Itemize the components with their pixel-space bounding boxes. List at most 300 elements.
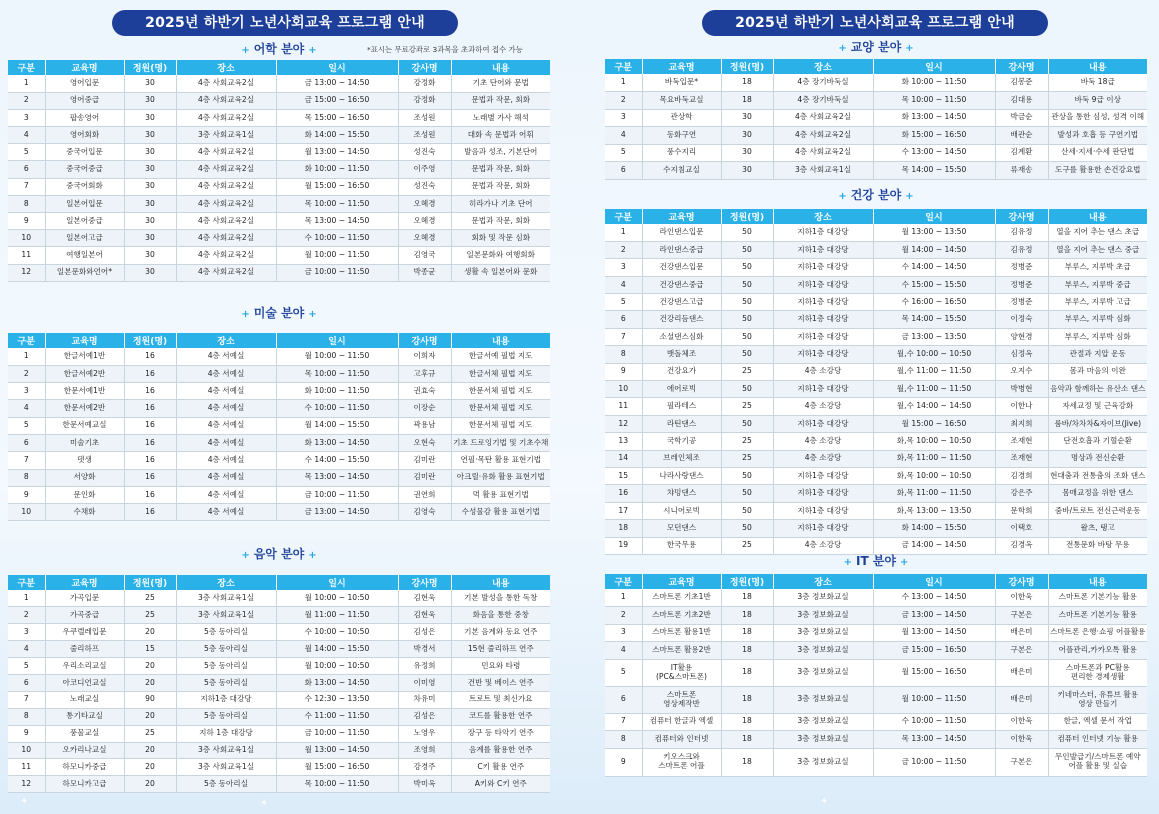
cell-description: 스마트폰 은행·쇼핑 어플활용	[1048, 624, 1147, 642]
cell-location: 지하1층 대강당	[773, 346, 873, 363]
cell-location: 4층 서예실	[176, 365, 276, 382]
cell-course-name: 한문서예2반	[45, 400, 124, 417]
cell-schedule: 수 10:00 ~ 11:50	[873, 713, 995, 731]
cell-course-name: 스마트폰 기초2반	[642, 607, 721, 625]
table-row	[8, 759, 550, 776]
cell-capacity: 18	[721, 589, 773, 607]
cell-schedule: 목 10:00 ~ 11:50	[873, 92, 995, 110]
cell-description: 룸바/차차차&자이브(Jive)	[1048, 415, 1147, 432]
table-row	[605, 127, 1147, 145]
cell-instructor: 구본은	[995, 748, 1048, 776]
cell-instructor: 김현욱	[398, 590, 451, 607]
cell-row-number: 19	[605, 537, 642, 554]
column-header-row-number: 구분	[8, 575, 45, 590]
column-header-row-number: 구분	[605, 574, 642, 589]
cell-row-number: 3	[8, 624, 45, 641]
cell-capacity: 16	[124, 469, 176, 486]
column-header-description: 내용	[451, 60, 550, 75]
cell-row-number: 9	[8, 486, 45, 503]
cell-capacity: 50	[721, 311, 773, 328]
cell-instructor: 박병현	[995, 381, 1048, 398]
cell-capacity: 30	[721, 162, 773, 180]
sparkle-icon: ✦	[820, 796, 829, 807]
cell-schedule: 월 15:00 ~ 16:50	[276, 178, 398, 195]
cell-instructor: 조재현	[995, 450, 1048, 467]
cell-description: 연필·목탄 활용 표현기법	[451, 452, 550, 469]
cell-location: 3층 정보화교실	[773, 624, 873, 642]
cell-capacity: 15	[124, 641, 176, 658]
cell-instructor: 고후규	[398, 365, 451, 382]
cell-capacity: 25	[124, 607, 176, 624]
table-row	[605, 92, 1147, 110]
cell-instructor: 구본은	[995, 607, 1048, 625]
cell-course-name: 컴퓨터 한글과 엑셀	[642, 713, 721, 731]
cell-capacity: 50	[721, 276, 773, 293]
table-row	[605, 433, 1147, 450]
cell-location: 지하1층 대강당	[773, 502, 873, 519]
cell-description: 어플관리,카카오톡 활용	[1048, 642, 1147, 660]
cell-schedule: 화 13:00 ~ 14:50	[276, 434, 398, 451]
cell-capacity: 20	[124, 776, 176, 793]
cell-instructor: 성진숙	[398, 178, 451, 195]
cell-description: 전통문화 바탕 무용	[1048, 537, 1147, 554]
cell-description: 건반 및 베이스 연주	[451, 674, 550, 691]
cell-course-name: 하모니카중급	[45, 759, 124, 776]
cell-location: 3층 사회교육1실	[176, 127, 276, 144]
cell-location: 4층 사회교육2실	[176, 144, 276, 161]
cell-description: 노래별 가사 해석	[451, 109, 550, 126]
cell-course-name: 한국무용	[642, 537, 721, 554]
cell-row-number: 7	[605, 328, 642, 345]
column-header-capacity: 정원(명)	[721, 574, 773, 589]
cell-course-name: 오카리나교실	[45, 742, 124, 759]
cell-course-name: 하모니카고급	[45, 776, 124, 793]
column-header-instructor: 강사명	[398, 575, 451, 590]
cell-capacity: 16	[124, 434, 176, 451]
cell-instructor: 조영희	[398, 742, 451, 759]
cell-description: 부루스, 지루박 중급	[1048, 276, 1147, 293]
cell-location: 3층 정보화교실	[773, 731, 873, 749]
cell-schedule: 화 14:00 ~ 15:50	[276, 127, 398, 144]
cell-capacity: 25	[721, 398, 773, 415]
cell-instructor: 구본은	[995, 642, 1048, 660]
cell-instructor: 강정화	[398, 75, 451, 92]
cell-location: 지하1층 대강당	[773, 294, 873, 311]
cell-capacity: 90	[124, 691, 176, 708]
cell-capacity: 18	[721, 607, 773, 625]
cell-row-number: 6	[8, 434, 45, 451]
free-course-note: *표시는 무료강좌로 3과목을 초과하여 접수 가능	[367, 45, 523, 54]
cell-row-number: 6	[605, 311, 642, 328]
cell-description: 바둑 18급	[1048, 74, 1147, 92]
cell-capacity: 50	[721, 241, 773, 258]
cell-instructor: 정병준	[995, 276, 1048, 293]
table-row	[8, 674, 550, 691]
cell-row-number: 13	[605, 433, 642, 450]
cell-row-number: 3	[605, 109, 642, 127]
cell-row-number: 10	[605, 381, 642, 398]
cell-schedule: 월,수 14:00 ~ 14:50	[873, 398, 995, 415]
cell-instructor: 김경옥	[995, 537, 1048, 554]
table-row	[605, 259, 1147, 276]
cell-course-name: 스마트폰 활용1반	[642, 624, 721, 642]
cell-location: 지하1층 대강당	[773, 415, 873, 432]
cell-course-name: 줄리하프	[45, 641, 124, 658]
cell-description: 자세교정 및 근육강화	[1048, 398, 1147, 415]
cell-schedule: 화,목 11:00 ~ 11:50	[873, 485, 995, 502]
cell-instructor: 오현숙	[398, 434, 451, 451]
table-row	[8, 247, 550, 264]
table-row	[8, 92, 550, 109]
section-title-music: + 음악 분야 +	[241, 547, 317, 561]
cell-description: 트로트 및 최신가요	[451, 691, 550, 708]
cell-capacity: 25	[124, 725, 176, 742]
cell-course-name: 문인화	[45, 486, 124, 503]
section-title-health: + 건강 분야 +	[838, 188, 914, 202]
cell-description: 음계를 활용한 연주	[451, 742, 550, 759]
cell-description: 기본 음계와 동요 연주	[451, 624, 550, 641]
cell-description: 15현 줄리하프 연주	[451, 641, 550, 658]
cell-schedule: 금 10:00 ~ 11:50	[276, 264, 398, 281]
cell-row-number: 8	[605, 346, 642, 363]
table-row	[8, 144, 550, 161]
cell-description: 명상과 전신순환	[1048, 450, 1147, 467]
cell-description: 열을 지어 추는 댄스 중급	[1048, 241, 1147, 258]
cell-capacity: 18	[721, 713, 773, 731]
cell-instructor: 김경희	[995, 467, 1048, 484]
cell-schedule: 화 13:00 ~ 14:50	[873, 109, 995, 127]
cell-row-number: 5	[8, 658, 45, 675]
cell-schedule: 목 13:00 ~ 14:50	[276, 213, 398, 230]
cell-schedule: 월 10:00 ~ 11:50	[276, 247, 398, 264]
table-row	[8, 383, 550, 400]
table-row	[8, 417, 550, 434]
table-header-row	[605, 574, 1147, 589]
cell-location: 4층 사회교육2실	[176, 264, 276, 281]
cell-course-name: 가곡입문	[45, 590, 124, 607]
cell-schedule: 화,목 10:00 ~ 10:50	[873, 467, 995, 484]
cell-instructor: 이정숙	[995, 311, 1048, 328]
cell-instructor: 이택호	[995, 520, 1048, 537]
cell-capacity: 20	[124, 708, 176, 725]
sparkle-icon: ✦	[20, 796, 29, 807]
cell-schedule: 금 14:00 ~ 14:50	[873, 537, 995, 554]
table-header-row	[8, 333, 550, 348]
cell-location: 4층 장기바둑실	[773, 74, 873, 92]
cell-location: 5층 동아리실	[176, 641, 276, 658]
column-header-course-name: 교육명	[45, 60, 124, 75]
column-header-capacity: 정원(명)	[124, 333, 176, 348]
table-header-row	[8, 60, 550, 75]
cell-course-name: 일본어중급	[45, 213, 124, 230]
cell-course-name: 한글서예1반	[45, 348, 124, 365]
cell-description: 기초 드로잉기법 및 기초수채	[451, 434, 550, 451]
cell-location: 5층 동아리실	[176, 708, 276, 725]
cell-location: 3층 정보화교실	[773, 686, 873, 713]
cell-description: 코드를 활용한 연주	[451, 708, 550, 725]
table-row	[8, 742, 550, 759]
cell-schedule: 수 10:00 ~ 11:50	[276, 400, 398, 417]
cell-schedule: 월 13:00 ~ 14:50	[873, 624, 995, 642]
table-header-row	[605, 59, 1147, 74]
cell-location: 4층 서예실	[176, 434, 276, 451]
column-header-schedule: 일시	[873, 59, 995, 74]
cell-schedule: 수 11:00 ~ 11:50	[276, 708, 398, 725]
cell-row-number: 9	[8, 213, 45, 230]
column-header-schedule: 일시	[276, 60, 398, 75]
cell-course-name: 중국어회화	[45, 178, 124, 195]
cell-row-number: 4	[8, 641, 45, 658]
cell-schedule: 목 10:00 ~ 11:50	[276, 195, 398, 212]
cell-course-name: 우리소리교실	[45, 658, 124, 675]
cell-location: 지하1층 대강당	[176, 691, 276, 708]
cell-description: 무인발급기/스마트폰 예약 어플 활용 및 실습	[1048, 748, 1147, 776]
cell-capacity: 16	[124, 400, 176, 417]
cell-course-name: 소셜댄스심화	[642, 328, 721, 345]
cell-location: 4층 사회교육2실	[176, 247, 276, 264]
cell-course-name: 통기타교실	[45, 708, 124, 725]
column-header-instructor: 강사명	[995, 59, 1048, 74]
cell-location: 4층 사회교육2실	[176, 109, 276, 126]
cell-capacity: 18	[721, 92, 773, 110]
cell-description: 문법과 작문, 회화	[451, 178, 550, 195]
cell-capacity: 25	[721, 450, 773, 467]
cell-description: 현대춤과 전통춤의 조화 댄스	[1048, 467, 1147, 484]
cell-schedule: 금 15:00 ~ 16:50	[276, 92, 398, 109]
cell-row-number: 8	[8, 195, 45, 212]
cell-capacity: 25	[721, 537, 773, 554]
cell-capacity: 30	[124, 75, 176, 92]
cell-row-number: 14	[605, 450, 642, 467]
health-program-table	[605, 209, 1147, 555]
cell-capacity: 20	[124, 742, 176, 759]
cell-capacity: 16	[124, 504, 176, 521]
cell-row-number: 15	[605, 467, 642, 484]
cell-description: 부루스, 지루박 심화	[1048, 328, 1147, 345]
column-header-instructor: 강사명	[995, 574, 1048, 589]
cell-schedule: 월 15:00 ~ 16:50	[873, 415, 995, 432]
table-row	[605, 502, 1147, 519]
cell-schedule: 월,수 11:00 ~ 11:50	[873, 381, 995, 398]
cell-row-number: 1	[605, 74, 642, 92]
sparkle-icon: ✦	[260, 798, 269, 809]
cell-description: 한문서체 필법 지도	[451, 400, 550, 417]
cell-row-number: 5	[605, 144, 642, 162]
cell-location: 4층 서예실	[176, 383, 276, 400]
cell-course-name: 한문서예1반	[45, 383, 124, 400]
cell-location: 지하1층 대강당	[773, 520, 873, 537]
cell-schedule: 월,수 10:00 ~ 10:50	[873, 346, 995, 363]
cell-location: 4층 사회교육2실	[773, 127, 873, 145]
cell-schedule: 화 14:00 ~ 15:50	[873, 520, 995, 537]
cell-course-name: 영어중급	[45, 92, 124, 109]
cell-schedule: 수 14:00 ~ 14:50	[873, 259, 995, 276]
section-title-art: + 미술 분야 +	[241, 306, 317, 320]
cell-course-name: 바둑입문*	[642, 74, 721, 92]
table-row	[8, 127, 550, 144]
cell-schedule: 월 10:00 ~ 10:50	[276, 658, 398, 675]
cell-location: 5층 동아리실	[176, 658, 276, 675]
cell-capacity: 30	[124, 178, 176, 195]
cell-course-name: 건강댄스고급	[642, 294, 721, 311]
cell-course-name: 뱃돌체조	[642, 346, 721, 363]
cell-location: 5층 동아리실	[176, 674, 276, 691]
cell-location: 4층 소강당	[773, 398, 873, 415]
cell-capacity: 30	[124, 213, 176, 230]
cell-course-name: 풍물교실	[45, 725, 124, 742]
cell-description: 발음과 성조, 기본단어	[451, 144, 550, 161]
cell-capacity: 30	[721, 144, 773, 162]
cell-capacity: 20	[124, 624, 176, 641]
column-header-capacity: 정원(명)	[124, 575, 176, 590]
cell-instructor: 강정화	[398, 92, 451, 109]
cell-course-name: 건강요가	[642, 363, 721, 380]
cell-schedule: 월 15:00 ~ 16:50	[276, 759, 398, 776]
cell-row-number: 3	[8, 109, 45, 126]
cell-schedule: 화 13:00 ~ 14:50	[276, 674, 398, 691]
table-row	[605, 659, 1147, 686]
cell-schedule: 목 15:00 ~ 16:50	[276, 109, 398, 126]
cell-schedule: 목 13:00 ~ 14:50	[276, 469, 398, 486]
cell-instructor: 배관순	[995, 127, 1048, 145]
cell-course-name: 일본어고급	[45, 230, 124, 247]
table-row	[605, 686, 1147, 713]
cell-instructor: 양현경	[995, 328, 1048, 345]
cell-course-name: 여행일본어	[45, 247, 124, 264]
table-row	[605, 144, 1147, 162]
cell-description: 한문서체 필법 지도	[451, 417, 550, 434]
cell-instructor: 배은미	[995, 624, 1048, 642]
cell-description: 부루스, 지루박 심화	[1048, 311, 1147, 328]
cell-row-number: 2	[8, 607, 45, 624]
cell-instructor: 오지수	[995, 363, 1048, 380]
it-program-table	[605, 574, 1147, 777]
cell-location: 지하1층 대강당	[773, 224, 873, 241]
cell-description: 기초 단어와 문법	[451, 75, 550, 92]
cell-row-number: 1	[8, 348, 45, 365]
cell-schedule: 금 13:00 ~ 14:50	[276, 504, 398, 521]
column-header-row-number: 구분	[605, 209, 642, 224]
cell-location: 3층 사회교육1실	[176, 742, 276, 759]
cell-capacity: 30	[124, 127, 176, 144]
cell-row-number: 7	[605, 713, 642, 731]
table-row	[605, 363, 1147, 380]
cell-instructor: 조성원	[398, 127, 451, 144]
cell-location: 3층 정보화교실	[773, 642, 873, 660]
cell-row-number: 6	[8, 161, 45, 178]
column-header-schedule: 일시	[873, 574, 995, 589]
column-header-location: 장소	[773, 574, 873, 589]
cell-description: 한문서체 필법 지도	[451, 383, 550, 400]
cell-description: 아크릴·유화 활용 표현기법	[451, 469, 550, 486]
cell-row-number: 10	[8, 230, 45, 247]
table-row	[8, 230, 550, 247]
cell-schedule: 화 10:00 ~ 11:50	[276, 161, 398, 178]
cell-description: 수성물감 활용 표현기법	[451, 504, 550, 521]
cell-location: 3층 사회교육1실	[176, 759, 276, 776]
cell-description: 키네마스터, 유튜브 활용 영상 만들기	[1048, 686, 1147, 713]
cell-location: 4층 서예실	[176, 452, 276, 469]
cell-course-name: 동화구연	[642, 127, 721, 145]
cell-row-number: 12	[605, 415, 642, 432]
cell-schedule: 월 14:00 ~ 14:50	[873, 241, 995, 258]
table-row	[605, 713, 1147, 731]
cell-location: 4층 서예실	[176, 400, 276, 417]
table-row	[8, 161, 550, 178]
cell-course-name: 수채화	[45, 504, 124, 521]
table-row	[8, 213, 550, 230]
cell-row-number: 9	[605, 748, 642, 776]
cell-location: 4층 사회교육2실	[176, 213, 276, 230]
cell-capacity: 50	[721, 259, 773, 276]
cell-location: 4층 소강당	[773, 450, 873, 467]
cell-description: 장구 등 타악기 연주	[451, 725, 550, 742]
cell-capacity: 25	[721, 433, 773, 450]
cell-location: 3층 정보화교실	[773, 607, 873, 625]
cell-location: 5층 동아리실	[176, 776, 276, 793]
cell-description: 회화 및 작문 심화	[451, 230, 550, 247]
cell-row-number: 1	[8, 75, 45, 92]
table-row	[605, 276, 1147, 293]
table-row	[8, 725, 550, 742]
cell-course-name: 에어로빅	[642, 381, 721, 398]
cell-row-number: 9	[605, 363, 642, 380]
cell-description: 문법과 작문, 회화	[451, 213, 550, 230]
cell-row-number: 3	[605, 624, 642, 642]
cell-capacity: 30	[124, 92, 176, 109]
cell-description: 일본문화와 여행회화	[451, 247, 550, 264]
cell-course-name: 스마트폰 활용2반	[642, 642, 721, 660]
cell-course-name: 노래교실	[45, 691, 124, 708]
table-row	[605, 748, 1147, 776]
cell-row-number: 4	[8, 400, 45, 417]
cell-row-number: 10	[8, 504, 45, 521]
cell-schedule: 월 10:00 ~ 11:50	[873, 686, 995, 713]
cell-instructor: 이주영	[398, 161, 451, 178]
table-row	[8, 486, 550, 503]
cell-instructor: 김유정	[995, 224, 1048, 241]
table-row	[8, 624, 550, 641]
cell-row-number: 4	[605, 276, 642, 293]
cell-row-number: 6	[605, 686, 642, 713]
cell-schedule: 금 13:00 ~ 13:50	[873, 328, 995, 345]
cell-description: 대화 속 문법과 어휘	[451, 127, 550, 144]
cell-schedule: 월 15:00 ~ 16:50	[873, 659, 995, 686]
column-header-course-name: 교육명	[642, 59, 721, 74]
cell-course-name: 스마트폰 영상제작반	[642, 686, 721, 713]
cell-location: 3층 정보화교실	[773, 748, 873, 776]
cell-capacity: 16	[124, 348, 176, 365]
table-row	[8, 469, 550, 486]
cell-row-number: 11	[605, 398, 642, 415]
cell-course-name: 시니어로빅	[642, 502, 721, 519]
column-header-description: 내용	[451, 333, 550, 348]
cell-course-name: 라인댄스중급	[642, 241, 721, 258]
cell-row-number: 12	[8, 776, 45, 793]
column-header-instructor: 강사명	[398, 60, 451, 75]
cell-instructor: 박금순	[995, 109, 1048, 127]
cell-capacity: 30	[124, 109, 176, 126]
cell-row-number: 17	[605, 502, 642, 519]
cell-description: 도구를 활용한 손건강요법	[1048, 162, 1147, 180]
cell-course-name: 국학기공	[642, 433, 721, 450]
cell-course-name: 챠밍댄스	[642, 485, 721, 502]
cell-instructor: 차유미	[398, 691, 451, 708]
cell-location: 지하1층 대강당	[773, 276, 873, 293]
cell-instructor: 김대용	[995, 92, 1048, 110]
cell-location: 4층 사회교육2실	[773, 144, 873, 162]
column-header-course-name: 교육명	[45, 333, 124, 348]
